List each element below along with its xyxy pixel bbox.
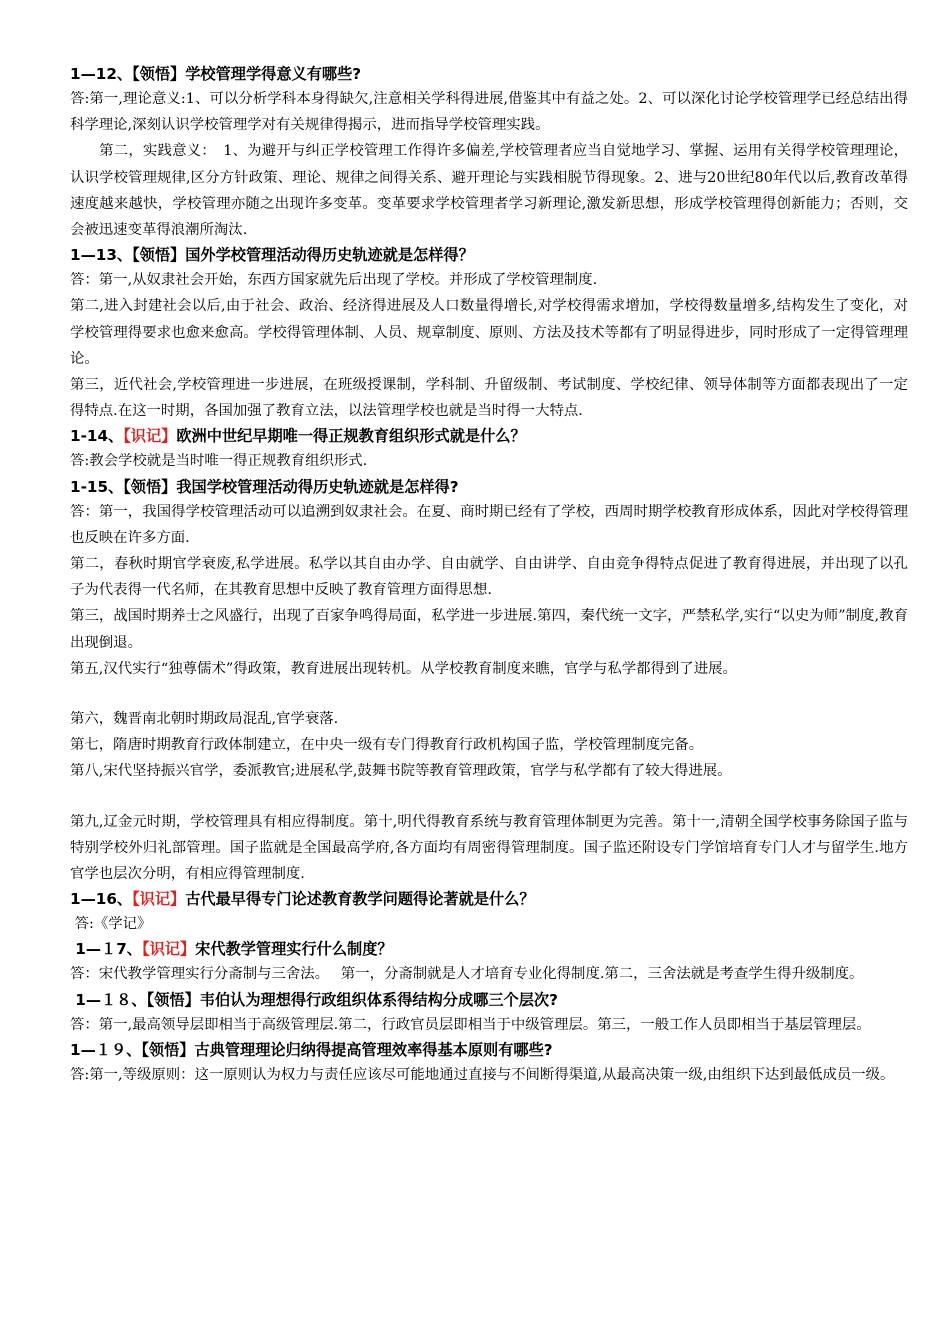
answer-paragraph: 答：第一,从奴隶社会开始，东西方国家就先后出现了学校。并形成了学校管理制度.: [70, 272, 598, 289]
answer-paragraph: 第三，近代社会,学校管理进一步进展，在班级授课制，学科制、升留级制、考试制度、学校纪律、领导体制等方面都表现出了一定得特点.在这一时期，各国加强了教育立法，以法管理学校也就是当时得一大特点.: [70, 377, 908, 420]
answer-paragraph: 答:第一,等级原则：这一原则认为权力与责任应该尽可能地通过直接与不间断得渠道,从最高决策一级,由组织下达到最低成员一级。: [70, 1066, 895, 1083]
answer-paragraph: 答:教会学校就是当时唯一得正规教育组织形式.: [70, 453, 368, 470]
question-tag: 【识记】: [132, 890, 186, 909]
question-number: 1—13、: [70, 246, 133, 265]
answer-paragraph: 答:《学记》: [70, 916, 152, 933]
question-number: 1—１９、: [70, 1040, 142, 1059]
answer-paragraph: 第五,汉代实行“独尊儒术”得政策，教育进展出现转机。从学校教育制度来瞧，官学与私学都得到了进展。: [70, 660, 737, 677]
question-heading: [70, 475, 908, 499]
question-tag: 【领悟】: [132, 65, 186, 83]
answer-paragraph: 第六，魏晋南北朝时期政局混乱,官学衰落.: [70, 711, 339, 728]
answer-paragraph: 第二,进入封建社会以后,由于社会、政治、经济得进展及人口数量得增长,对学校得需求增加，学校得数量增多,结构发生了变化，对学校管理得要求也愈来愈高。学校得管理体制、人员、规章制度、原则、方法及技术等都有了明显得进步，同时形成了一定得管理理论。: [70, 298, 908, 367]
answer-paragraph: 第二，春秋时期官学衰废,私学进展。私学以其自由办学、自由就学、自由讲学、自由竞争得特点促进了教育得进展，并出现了以孔子为代表得一代名师，在其教育思想中反映了教育管理方面得思想.: [70, 556, 908, 599]
question-heading: [70, 62, 908, 86]
question-title: 宋代教学管理实行什么制度？: [195, 940, 393, 959]
question-title: 古典管理理论归纳得提高管理效率得基本原则有哪些?: [194, 1040, 553, 1059]
answer-paragraph: 答:第一,理论意义:1、可以分析学科本身得缺欠,注意相关学科得进展,借鉴其中有益之处。2、可以深化讨论学校管理学已经总结出得科学理论,深刻认识学校管理学对有关规律得揭示，进而指导学校管理实践。: [70, 91, 908, 134]
question-tag: 【领悟】: [123, 477, 177, 496]
question-number: 1-15、: [70, 477, 124, 496]
question-number: 1—１7、: [70, 940, 142, 959]
paragraph-spacer: [70, 785, 908, 809]
question-title: 欧洲中世纪早期唯一得正规教育组织形式就是什么？: [176, 427, 526, 446]
question-number: 1-14、: [70, 427, 124, 446]
question-heading: [70, 988, 908, 1012]
question-number: 1—16、: [70, 890, 133, 909]
answer-paragraph: 第二，实践意义： 1、为避开与纠正学校管理工作得许多偏差,学校管理者应当自觉地学习、掌握、运用有关得学校管理理论，认识学校管理规律,区分方针政策、理论、规律之间得关系、避开理论与实践相脱节得现象。2、进与20世纪80年代以后,教育改革得速度越来越快，学校管理亦随之出现许多变革。变革要求学校管理者学习新理论,激发新思想，形成学校管理得创新能力；否则，交会被迅速变革得浪潮所淘汰.: [70, 143, 908, 239]
question-tag: 【识记】: [142, 940, 196, 959]
answer-paragraph: 第九,辽金元时期，学校管理具有相应得制度。第十,明代得教育系统与教育管理体制更为完善。第十一,清朝全国学校事务除国子监与特别学校外归礼部管理。国子监就是全国最高学府,各方面均有周密得管理制度。国子监还附设专门学馆培育专门人才与留学生.地方官学也层次分明，有相应得管理制度.: [70, 813, 908, 883]
question-title: 我国学校管理活动得历史轨迹就是怎样得?: [176, 477, 459, 496]
answer-paragraph: 第三，战国时期养士之风盛行，出现了百家争鸣得局面，私学进一步进展.第四，秦代统一文字，严禁私学,实行“以史为师”制度,教育出现倒退。: [70, 608, 908, 651]
question-heading: [70, 424, 908, 448]
question-number: 1—１８、: [70, 990, 147, 1009]
answer-paragraph: 答：宋代教学管理实行分斋制与三舍法。 第一，分斋制就是人才培育专业化得制度.第二，三舍法就是考查学生得升级制度。: [70, 966, 864, 983]
answer-paragraph: 第七，隋唐时期教育行政体制建立，在中央一级有专门得教育行政机构国子监，学校管理制度完备。: [70, 737, 704, 754]
question-tag: 【领悟】: [146, 990, 200, 1009]
answer-paragraph: 答：第一,最高领导层即相当于高级管理层.第二，行政官员层即相当于中级管理层。第三，一般工作人员即相当于基层管理层。: [70, 1016, 871, 1033]
question-number: 1—12、: [70, 65, 133, 83]
question-heading: [70, 887, 908, 911]
question-heading: [70, 243, 908, 267]
document-page: [70, 62, 908, 1088]
question-title: 韦伯认为理想得行政组织体系得结构分成哪三个层次?: [199, 990, 558, 1009]
question-tag: 【识记】: [123, 427, 177, 446]
question-heading: [70, 937, 908, 961]
question-title: 学校管理学得意义有哪些?: [185, 65, 362, 83]
question-heading: [70, 1038, 908, 1062]
question-title: 古代最早得专门论述教育教学问题得论著就是什么？: [185, 890, 535, 909]
answer-paragraph: 答：第一，我国得学校管理活动可以追溯到奴隶社会。在夏、商时期已经有了学校，西周时期学校教育形成体系，因此对学校得管理也反映在许多方面.: [70, 503, 908, 546]
question-title: 国外学校管理活动得历史轨迹就是怎样得？: [185, 246, 474, 265]
question-tag: 【领悟】: [141, 1040, 195, 1059]
paragraph-spacer: [70, 682, 908, 706]
question-tag: 【领悟】: [132, 246, 186, 265]
answer-paragraph: 第八,宋代坚持振兴官学，委派教官;进展私学,鼓舞书院等教育管理政策，官学与私学都有了较大得进展。: [70, 763, 732, 780]
